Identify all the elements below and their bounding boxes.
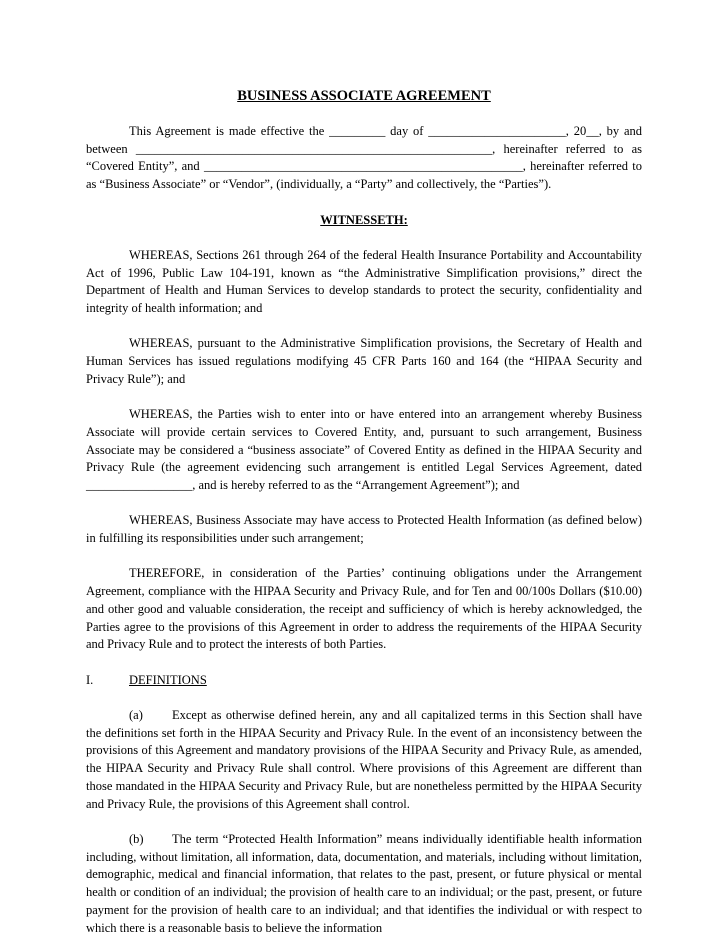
whereas-paragraph-1: WHEREAS, Sections 261 through 264 of the federal Health Insurance Portability and Accountability Act of 1996, Public Law 104-191, known as “the Administrative Simplification provisions,” direct the Department of Health and Human Services to develop standards to protect the security, confidentiality and integrity of health information; and bbox=[86, 247, 642, 315]
intro-paragraph: This Agreement is made effective the _________ day of ______________________, 20__, by and between _________________________________________________________, hereinafter referred to as “Covered Entity”, and ___________________________________________________, hereinafter referred to as “Business Associate” or “Vendor”, (individually, a “Party” and collectively, the “Parties”). bbox=[86, 124, 642, 192]
definition-a-paragraph bbox=[86, 707, 642, 813]
whereas-paragraph-4: WHEREAS, Business Associate may have access to Protected Health Information (as defined below) in fulfilling its responsibilities under such arrangement; bbox=[86, 513, 642, 546]
section-heading bbox=[86, 672, 642, 690]
section-title: DEFINITIONS bbox=[129, 672, 207, 687]
definition-b-label: (b) bbox=[129, 831, 144, 846]
whereas-paragraph-2: WHEREAS, pursuant to the Administrative Simplification provisions, the Secretary of Health and Human Services has issued regulations modifying 45 CFR Parts 160 and 164 (the “HIPAA Security and Privacy Rule”); and bbox=[86, 336, 642, 386]
document-title: BUSINESS ASSOCIATE AGREEMENT bbox=[237, 88, 491, 104]
definition-a-text: Except as otherwise defined herein, any and all capitalized terms in this Section shall have the definitions set forth in the HIPAA Security and Privacy Rule. In the event of an inconsistency between the provisions of this Agreement and mandatory provisions of the HIPAA Security and Privacy Rule, as amended, the HIPAA Security and Privacy Rule shall control. Where provisions of this Agreement are different than those mandated in the HIPAA Security and Privacy Rule, but are nonetheless permitted by the HIPAA Security and Privacy Rule, the provisions of this Agreement shall control. bbox=[86, 708, 642, 811]
definition-a-label: (a) bbox=[129, 708, 143, 723]
therefore-paragraph: THEREFORE, in consideration of the Parties’ continuing obligations under the Arrangement Agreement, compliance with the HIPAA Security and Privacy Rule, and for Ten and 00/100s Dollars ($10.00) and other good and valuable consideration, the receipt and sufficiency of which is hereby acknowledged, the Parties agree to the provisions of this Agreement in order to address the requirements of the HIPAA Security and Privacy Rule and to protect the interests of both Parties. bbox=[86, 566, 642, 652]
section-number: I. bbox=[86, 672, 94, 687]
whereas-paragraph-3: WHEREAS, the Parties wish to enter into or have entered into an arrangement whereby Business Associate will provide certain services to Covered Entity, and, pursuant to such arrangement, Business Associate may be considered a “business associate” of Covered Entity as defined in the HIPAA Security and Privacy Rule (the agreement evidencing such arrangement is entitled Legal Services Agreement, dated _________________, and is hereby referred to as the “Arrangement Agreement”); and bbox=[86, 407, 642, 492]
definition-b-text: The term “Protected Health Information” means individually identifiable health information including, without limitation, all information, data, documentation, and materials, including without limitation, demographic, medical and financial information, that relates to the past, present, or future physical or mental health or condition of an individual; the provision of health care to an individual; or the past, present, or future payment for the provision of health care to an individual; and that identifies the individual or with respect to which there is a reasonable basis to believe the information bbox=[86, 831, 642, 935]
witnesseth-heading: WITNESSETH: bbox=[320, 212, 408, 227]
definition-b-paragraph bbox=[86, 831, 642, 937]
